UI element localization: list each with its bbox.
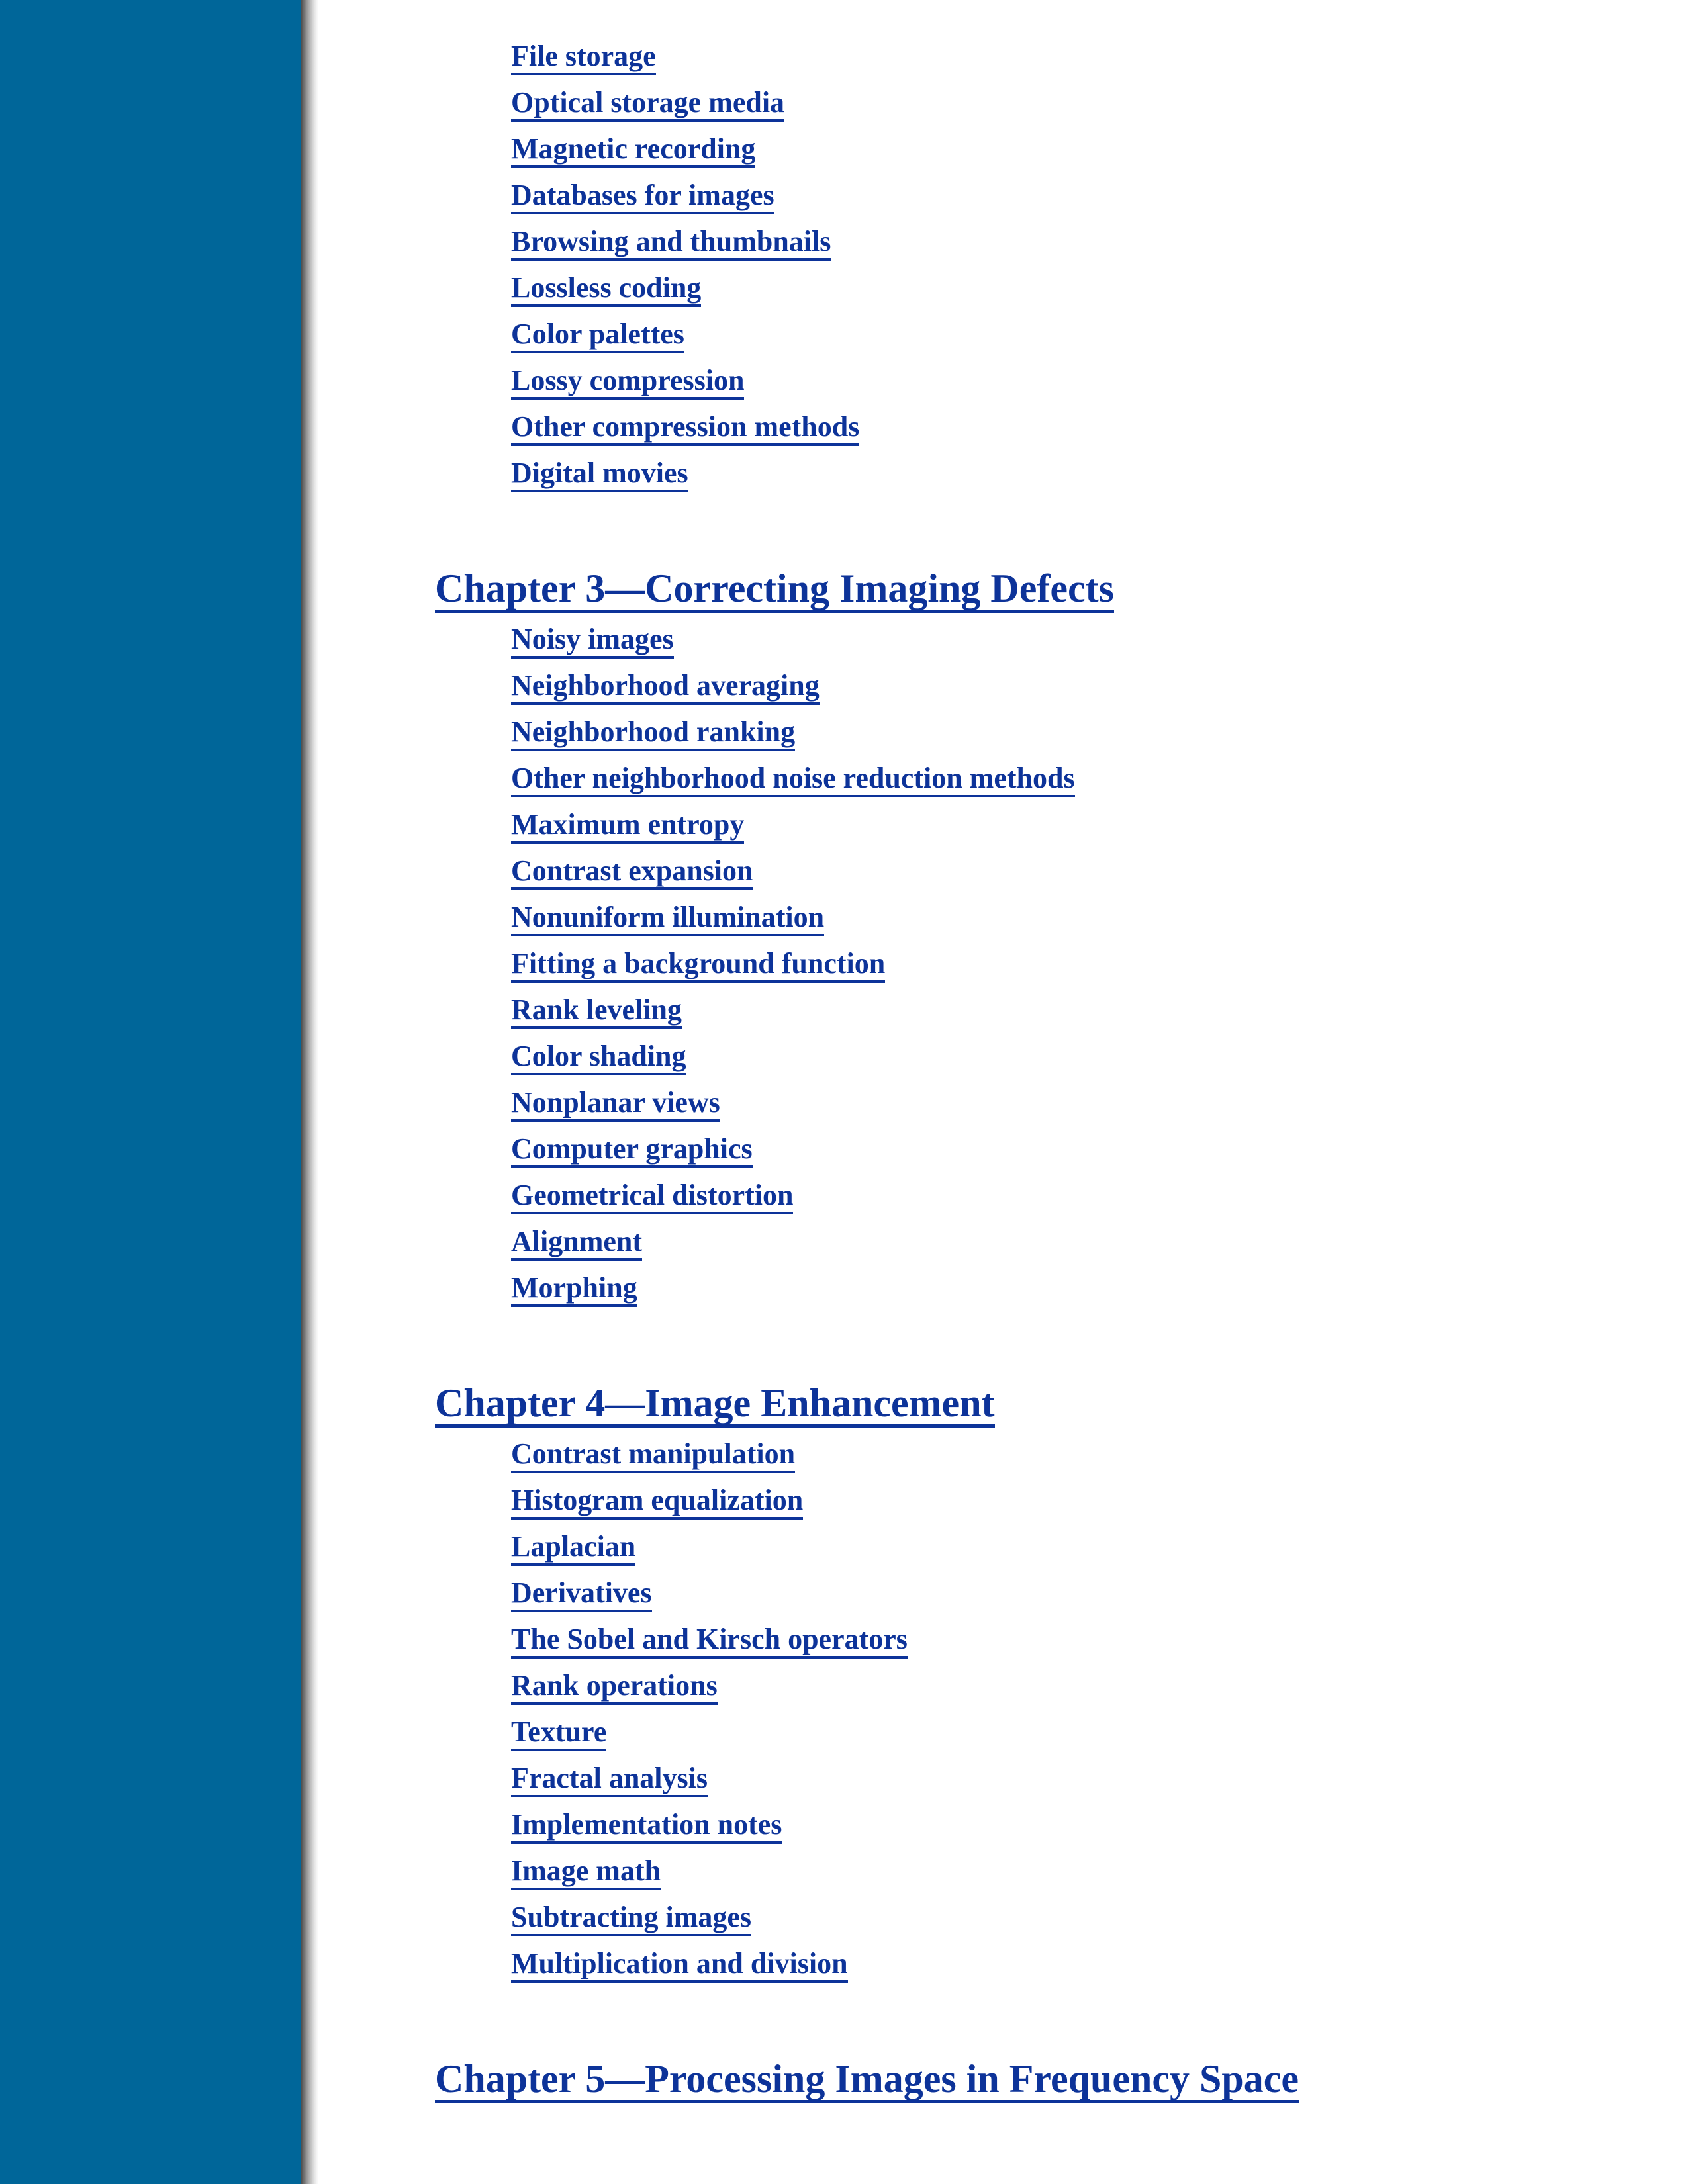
toc-link-geometrical-distortion[interactable]: Geometrical distortion	[511, 1180, 793, 1214]
toc-link-neighborhood-ranking[interactable]: Neighborhood ranking	[511, 717, 795, 751]
toc-link-color-shading[interactable]: Color shading	[511, 1041, 686, 1075]
toc-link-optical-storage-media[interactable]: Optical storage media	[511, 87, 784, 122]
toc-link-lossless-coding[interactable]: Lossless coding	[511, 273, 701, 307]
toc-link-fractal-analysis[interactable]: Fractal analysis	[511, 1763, 708, 1797]
toc-link-computer-graphics[interactable]: Computer graphics	[511, 1134, 753, 1168]
toc-link-neighborhood-averaging[interactable]: Neighborhood averaging	[511, 670, 820, 705]
toc-link-magnetic-recording[interactable]: Magnetic recording	[511, 134, 755, 168]
toc-chapter-5[interactable]: Chapter 5—Processing Images in Frequency Space	[435, 2058, 1299, 2103]
toc-link-rank-leveling[interactable]: Rank leveling	[511, 995, 682, 1029]
toc-link-contrast-manipulation[interactable]: Contrast manipulation	[511, 1439, 795, 1473]
toc-chapter-3[interactable]: Chapter 3—Correcting Imaging Defects	[435, 568, 1114, 613]
toc-link-image-math[interactable]: Image math	[511, 1856, 661, 1890]
toc-link-lossy-compression[interactable]: Lossy compression	[511, 365, 744, 400]
toc-link-morphing[interactable]: Morphing	[511, 1273, 637, 1307]
toc-link-alignment[interactable]: Alignment	[511, 1226, 642, 1261]
toc-link-histogram-equalization[interactable]: Histogram equalization	[511, 1485, 803, 1520]
toc-link-fitting-a-background-function[interactable]: Fitting a background function	[511, 948, 885, 983]
toc-link-contrast-expansion[interactable]: Contrast expansion	[511, 856, 753, 890]
toc-link-rank-operations[interactable]: Rank operations	[511, 1670, 718, 1705]
toc-link-nonuniform-illumination[interactable]: Nonuniform illumination	[511, 902, 824, 936]
toc-link-color-palettes[interactable]: Color palettes	[511, 319, 684, 353]
toc-chapter-4[interactable]: Chapter 4—Image Enhancement	[435, 1383, 995, 1428]
toc-link-derivatives[interactable]: Derivatives	[511, 1578, 652, 1612]
toc-link-implementation-notes[interactable]: Implementation notes	[511, 1809, 782, 1844]
toc-link-multiplication-and-division[interactable]: Multiplication and division	[511, 1948, 848, 1983]
toc-link-other-compression-methods[interactable]: Other compression methods	[511, 412, 859, 446]
toc-link-browsing-and-thumbnails[interactable]: Browsing and thumbnails	[511, 226, 831, 261]
toc-link-subtracting-images[interactable]: Subtracting images	[511, 1902, 751, 1936]
toc-link-other-neighborhood-noise-reduction[interactable]: Other neighborhood noise reduction methods	[511, 763, 1075, 797]
toc-link-noisy-images[interactable]: Noisy images	[511, 624, 674, 659]
toc-link-laplacian[interactable]: Laplacian	[511, 1531, 635, 1566]
toc-link-file-storage[interactable]: File storage	[511, 41, 656, 75]
toc-link-texture[interactable]: Texture	[511, 1717, 606, 1751]
toc-link-sobel-and-kirsch-operators[interactable]: The Sobel and Kirsch operators	[511, 1624, 908, 1659]
toc-link-databases-for-images[interactable]: Databases for images	[511, 180, 774, 214]
toc-link-maximum-entropy[interactable]: Maximum entropy	[511, 809, 744, 844]
toc-link-digital-movies[interactable]: Digital movies	[511, 458, 688, 492]
toc-link-nonplanar-views[interactable]: Nonplanar views	[511, 1087, 720, 1122]
